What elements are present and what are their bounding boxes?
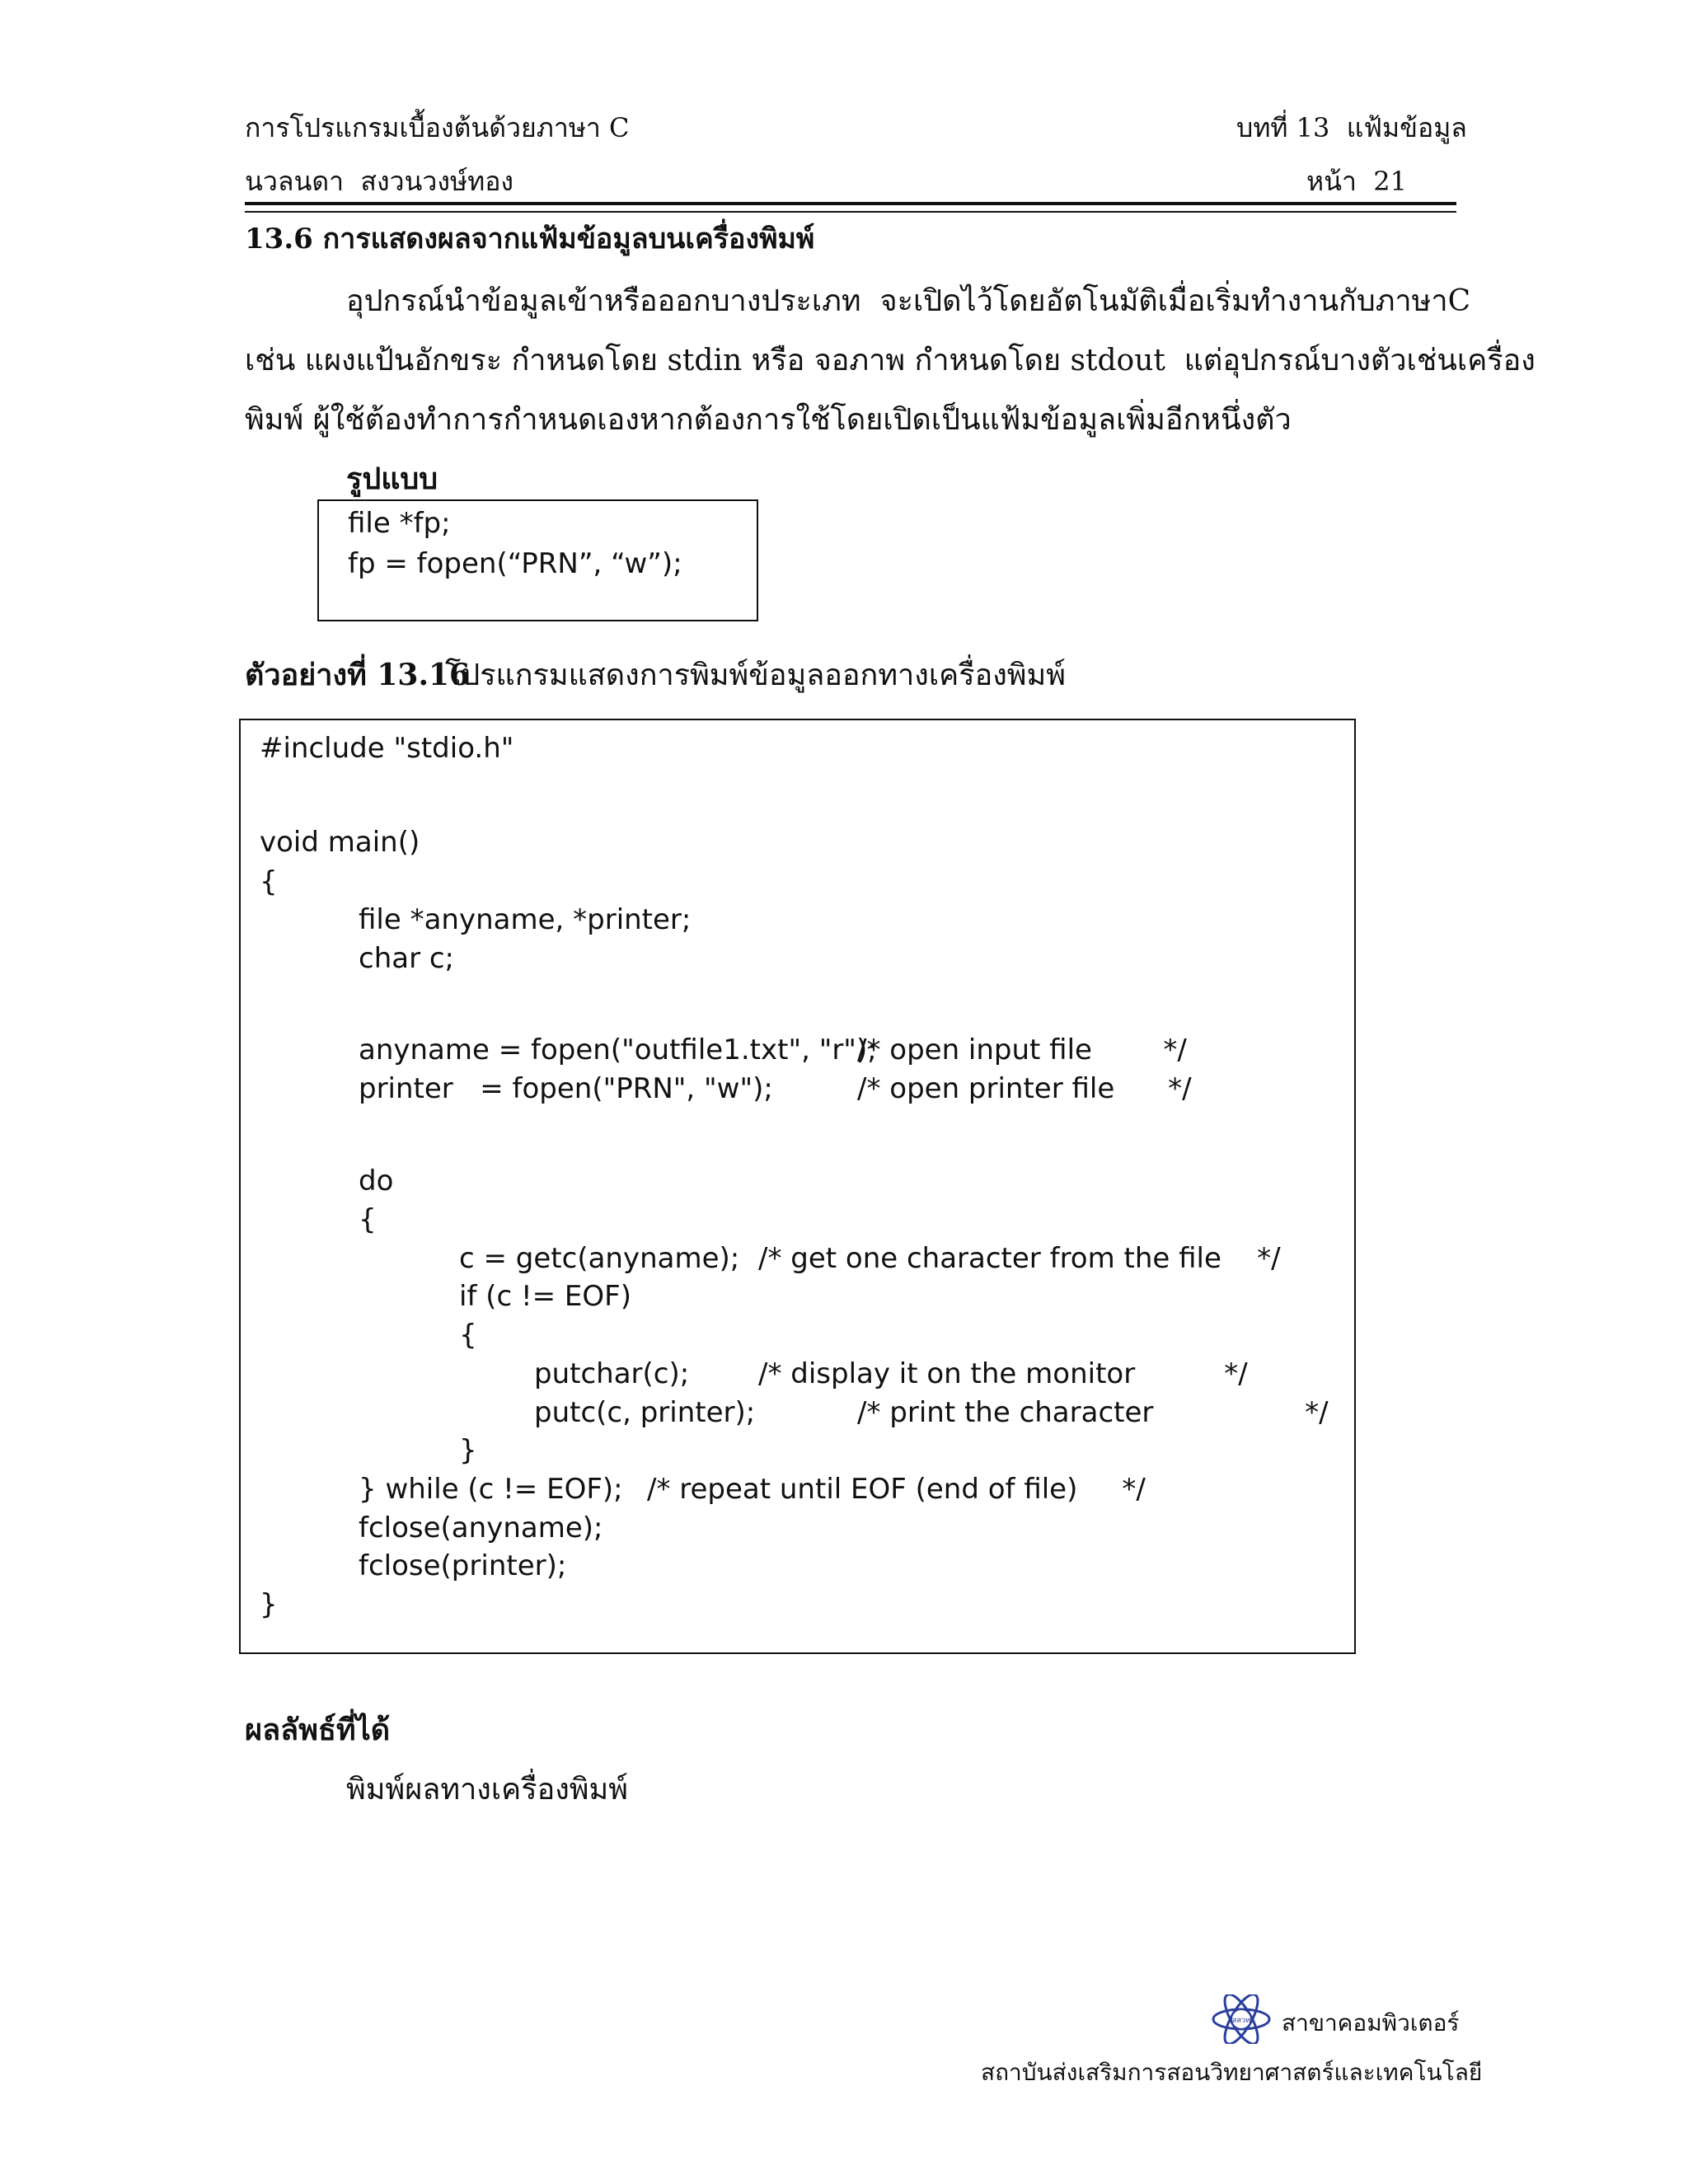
code-comment-repeat: /* repeat until EOF (end of file) */ [647,1473,1146,1506]
format-code-line-1: file *fp; [348,507,451,540]
example-title: โปรแกรมแสดงการพิมพ์ข้อมูลออกทางเครื่องพิมพ์ [445,658,1066,692]
code-line-getc: c = getc(anyname); [459,1242,740,1275]
code-line-putchar: putchar(c); [534,1357,690,1390]
code-line-while: } while (c != EOF); [359,1473,623,1506]
footer-department: สาขาคอมพิวเตอร์ [1282,2009,1460,2036]
code-comment-open-printer: /* open printer file */ [857,1072,1192,1105]
logo-text: สสวท [1232,2017,1250,2025]
code-line-do: do [359,1165,394,1197]
code-line-fclose-printer: fclose(printer); [359,1549,567,1582]
code-line-open-brace: { [260,865,278,898]
paragraph-line-1: อุปกรณ์นำข้อมูลเข้าหรือออกบางประเภท จะเปิดไว้โดยอัตโนมัติเมื่อเริ่มทำงานกับภาษาC [346,284,1471,318]
code-comment-open-input: /* open input file */ [857,1033,1187,1066]
code-line-main: void main() [260,826,420,859]
code-comment-display: /* display it on the monitor */ [758,1357,1248,1390]
code-line-fclose-anyname: fclose(anyname); [359,1511,603,1544]
code-line-if-close: } [459,1434,477,1467]
institute-logo-icon [1210,1994,1273,2044]
code-line-fopen-printer: printer = fopen("PRN", "w"); [359,1072,773,1105]
code-line-include: #include "stdio.h" [260,732,514,765]
section-heading: 13.6 การแสดงผลจากแฟ้มข้อมูลบนเครื่องพิมพ์ [245,223,815,255]
header-rule-thin [245,211,1456,213]
code-comment-print-char: /* print the character */ [857,1396,1329,1429]
code-line-char-decl: char c; [359,942,455,975]
footer-institute: สถาบันส่งเสริมการสอนวิทยาศาสตร์และเทคโนโลยี [981,2059,1483,2086]
code-line-main-close: } [260,1588,278,1621]
code-line-if: if (c != EOF) [459,1280,631,1313]
code-line-do-brace: { [359,1203,377,1236]
code-line-putc: putc(c, printer); [534,1396,756,1429]
header-chapter-title: บทที่ 13 แฟ้มข้อมูล [1236,112,1467,143]
paragraph-line-3: พิมพ์ ผู้ใช้ต้องทำการกำหนดเองหากต้องการใช้โดยเปิดเป็นแฟ้มข้อมูลเพิ่มอีกหนึ่งตัว [245,403,1292,437]
format-label: รูปแบบ [346,462,438,496]
code-line-fopen-input: anyname = fopen("outfile1.txt", "r"); [359,1033,877,1066]
result-heading: ผลลัพธ์ที่ได้ [245,1713,391,1747]
header-author: นวลนดา สงวนวงษ์ทอง [245,166,514,197]
result-text: พิมพ์ผลทางเครื่องพิมพ์ [346,1773,628,1807]
header-rule-thick [245,202,1456,205]
header-book-title: การโปรแกรมเบื้องต้นด้วยภาษา C [245,112,630,143]
code-line-if-brace: { [459,1319,477,1352]
format-code-line-2: fp = fopen(“PRN”, “w”); [348,547,682,580]
header-page-number: หน้า 21 [1306,166,1407,197]
code-comment-get-char: /* get one character from the file */ [758,1242,1281,1275]
paragraph-line-2: เช่น แผงแป้นอักขระ กำหนดโดย stdin หรือ จอภาพ กำหนดโดย stdout แต่อุปกรณ์บางตัวเช่นเครื่อง [245,344,1536,377]
example-label: ตัวอย่างที่ 13.16 [245,658,471,692]
code-line-file-decl: file *anyname, *printer; [359,903,692,936]
